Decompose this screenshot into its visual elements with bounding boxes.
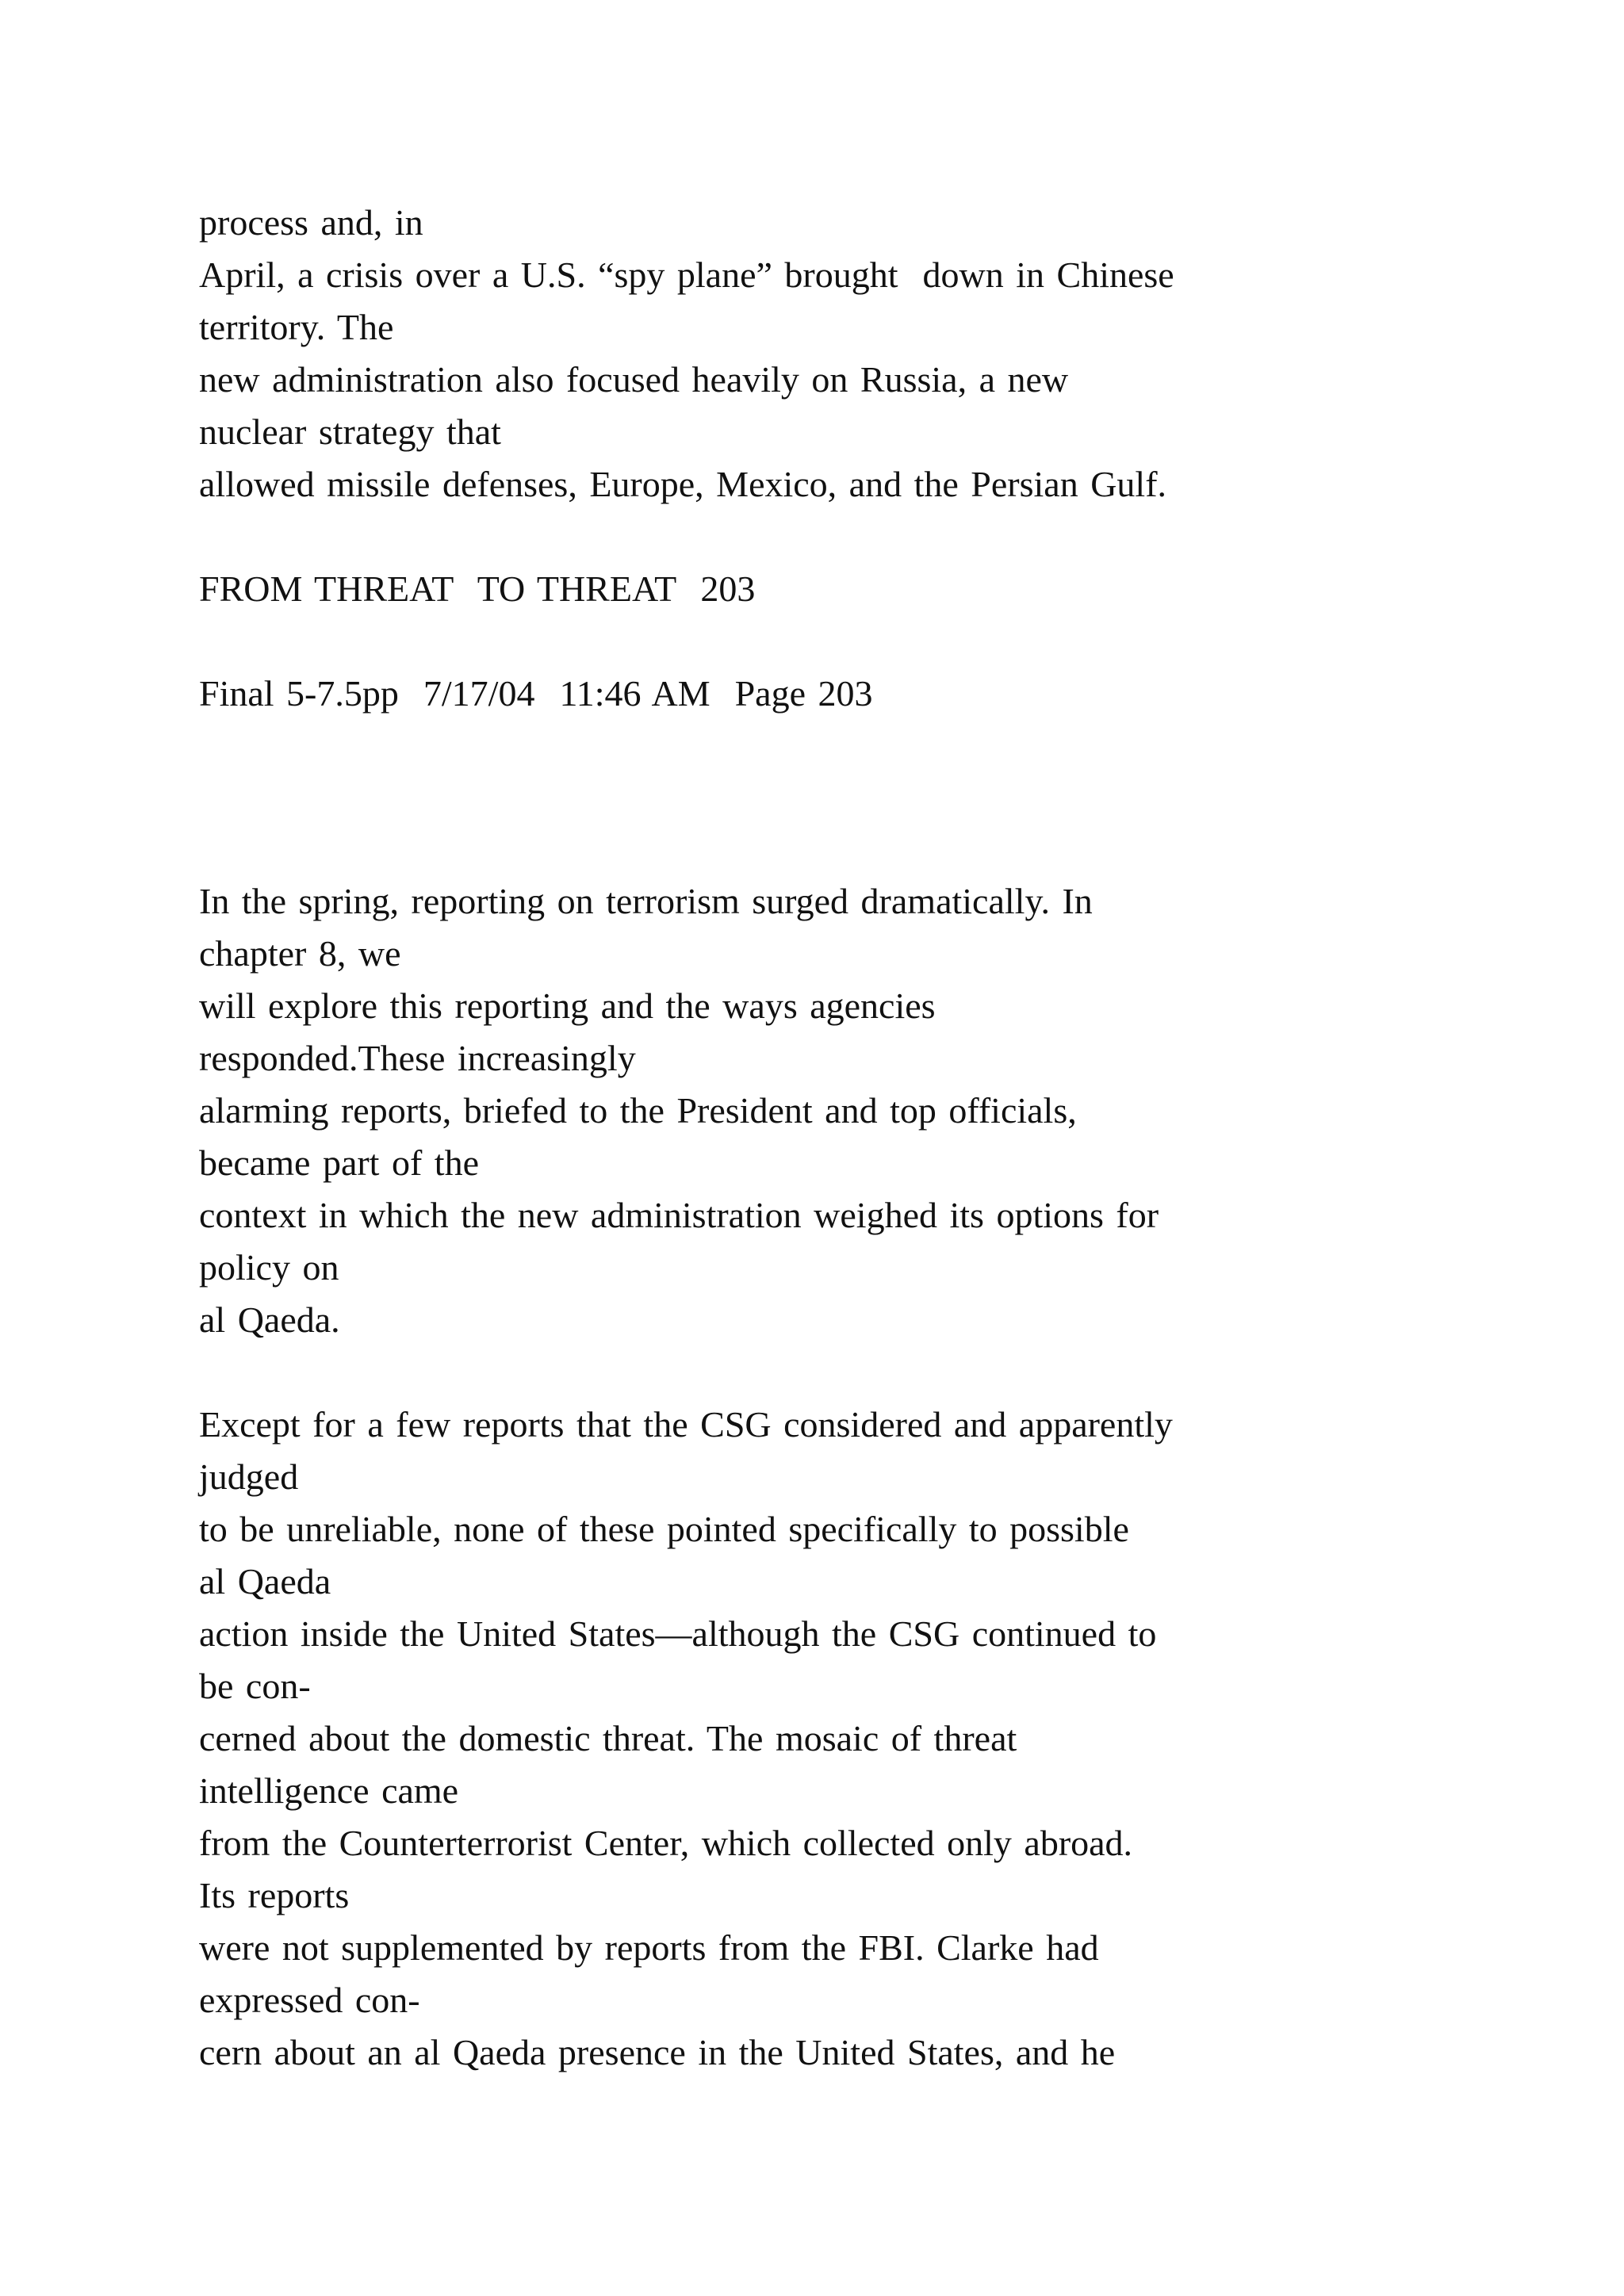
text-line: In the spring, reporting on terrorism surged dramatically. In	[199, 881, 1093, 921]
text-line: April, a crisis over a U.S. “spy plane” brought down in Chinese	[199, 254, 1174, 295]
text-line: intelligence came	[199, 1770, 459, 1811]
text-line: to be unreliable, none of these pointed specifically to possible	[199, 1509, 1129, 1549]
text-line: chapter 8, we	[199, 933, 401, 974]
text-line: allowed missile defenses, Europe, Mexico, and the Persian Gulf.	[199, 464, 1167, 504]
text-line: al Qaeda.	[199, 1299, 340, 1340]
text-line: be con-	[199, 1666, 311, 1706]
text-line: Except for a few reports that the CSG considered and apparently	[199, 1404, 1173, 1445]
text-line: from the Counterterrorist Center, which collected only abroad.	[199, 1823, 1133, 1863]
text-line: judged	[199, 1456, 299, 1497]
text-line: expressed con-	[199, 1980, 420, 2020]
text-line: alarming reports, briefed to the President and top officials,	[199, 1090, 1077, 1131]
text-line: policy on	[199, 1247, 339, 1288]
text-line: nuclear strategy that	[199, 411, 501, 452]
print-slug: Final 5-7.5pp 7/17/04 11:46 AM Page 203	[199, 673, 873, 714]
text-line: territory. The	[199, 307, 394, 347]
text-line: process and, in	[199, 202, 423, 243]
text-line: were not supplemented by reports from the FBI. Clarke had	[199, 1927, 1099, 1968]
text-line: cern about an al Qaeda presence in the United States, and he	[199, 2032, 1116, 2072]
text-line: cerned about the domestic threat. The mosaic of threat	[199, 1718, 1017, 1758]
text-line: new administration also focused heavily on Russia, a new	[199, 359, 1069, 400]
text-line: al Qaeda	[199, 1561, 331, 1601]
text-line: context in which the new administration weighed its options for	[199, 1195, 1159, 1235]
text-line: Its reports	[199, 1875, 350, 1915]
text-line: responded.These increasingly	[199, 1038, 636, 1078]
text-line: became part of the	[199, 1142, 479, 1183]
text-line: action inside the United States—although the CSG continued to	[199, 1613, 1157, 1654]
running-header: FROM THREAT TO THREAT 203	[199, 568, 756, 609]
text-line: will explore this reporting and the ways agencies	[199, 985, 936, 1026]
